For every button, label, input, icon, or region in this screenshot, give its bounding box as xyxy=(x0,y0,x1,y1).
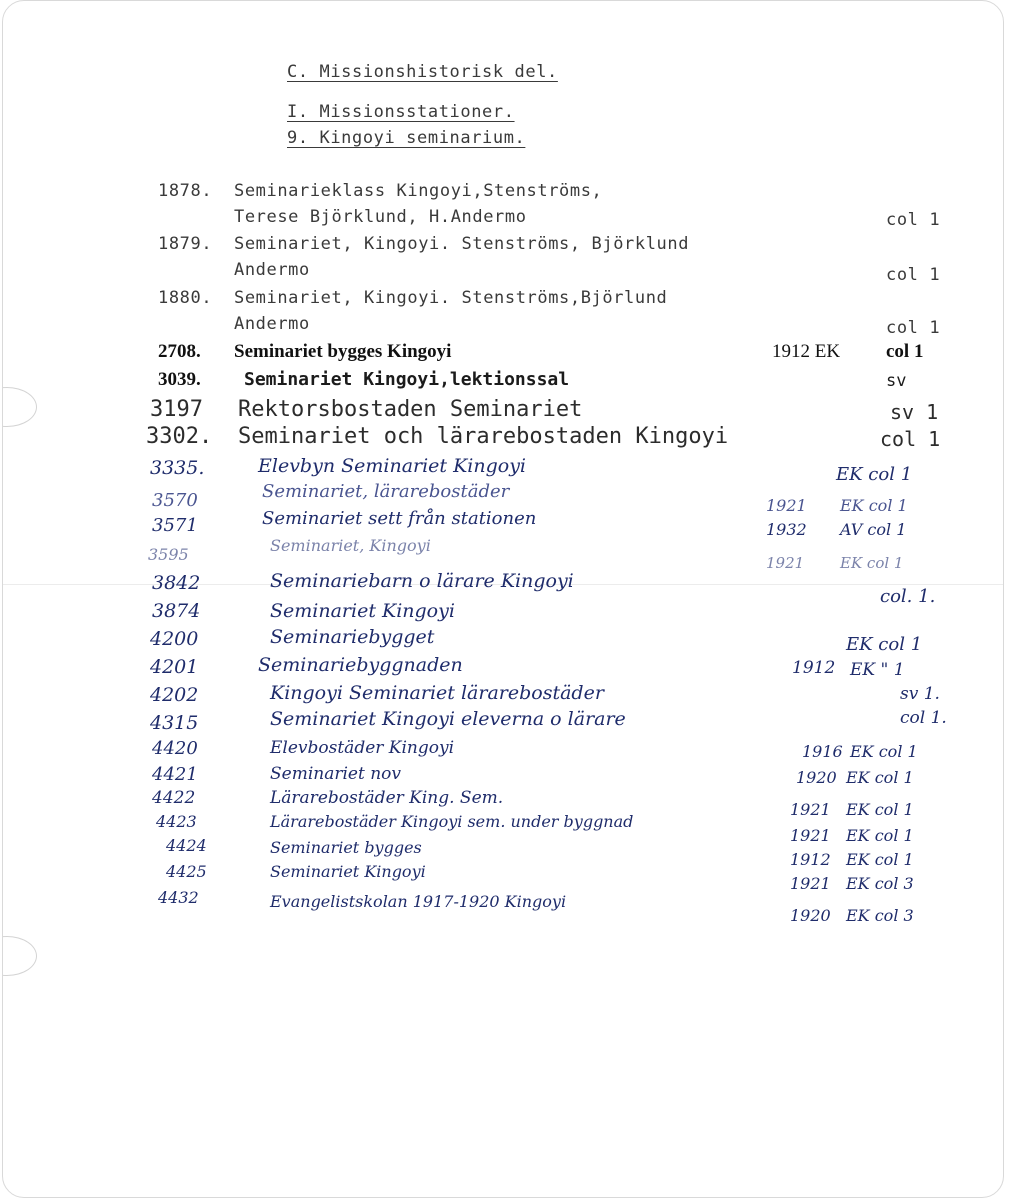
header-title: 9. Kingoyi seminarium. xyxy=(287,128,526,148)
entry-number: 4422 xyxy=(152,788,196,808)
entry-code: col. 1. xyxy=(880,586,936,607)
entry-code: col 1 xyxy=(886,341,924,362)
entry-code: EK col 1 xyxy=(846,634,923,655)
header-subsection: I. Missionsstationer. xyxy=(287,102,515,122)
entry-text: Evangelistskolan 1917-1920 Kingoyi xyxy=(270,892,567,911)
entry-number: 3302. xyxy=(146,424,213,449)
entry-text: Seminariet nov xyxy=(270,764,401,784)
entry-year: 1920 xyxy=(790,906,831,925)
entry-number: 4420 xyxy=(152,738,198,759)
entry-text: Seminariet, Kingoyi. Stenströms, Björklund xyxy=(234,234,690,254)
entry-number: 1878. xyxy=(158,181,213,201)
archive-index-card xyxy=(2,0,1004,1198)
entry-code: EK col 1 xyxy=(846,768,914,787)
entry-year: 1912 xyxy=(792,658,836,678)
entry-text: Seminariet, Kingoyi xyxy=(270,536,431,555)
entry-text: Seminariet bygges xyxy=(270,838,422,857)
entry-number: 3039. xyxy=(158,369,201,390)
entry-year: 1921 xyxy=(790,800,831,819)
entry-code: EK col 1 xyxy=(840,496,908,515)
entry-text: Andermo xyxy=(234,314,310,334)
entry-number: 4432 xyxy=(158,888,199,907)
entry-text: Elevbostäder Kingoyi xyxy=(270,738,455,758)
punch-hole xyxy=(2,936,37,976)
entry-code: AV col 1 xyxy=(840,520,907,539)
entry-code: sv xyxy=(886,371,907,391)
entry-text: Seminariebarn o lärare Kingoyi xyxy=(270,570,574,592)
entry-text: Seminariebyggnaden xyxy=(258,654,463,676)
entry-code: sv 1. xyxy=(900,684,940,704)
entry-code: EK col 3 xyxy=(846,906,914,925)
entry-code: sv 1 xyxy=(890,400,939,424)
entry-text: Rektorsbostaden Seminariet xyxy=(238,397,583,422)
entry-code: EK col 1 xyxy=(850,742,918,761)
entry-code: EK " 1 xyxy=(850,660,905,680)
entry-number: 3595 xyxy=(148,545,189,564)
entry-text: Seminariet, Kingoyi. Stenströms,Björlund xyxy=(234,288,668,308)
entry-text: Seminariet sett från stationen xyxy=(262,508,537,529)
entry-year: 1912 xyxy=(790,850,831,869)
entry-text: Andermo xyxy=(234,260,310,280)
entry-text: Seminarieklass Kingoyi,Stenströms, xyxy=(234,181,603,201)
entry-text: Kingoyi Seminariet lärarebostäder xyxy=(270,682,604,704)
entry-text: Seminariet Kingoyi,lektionssal xyxy=(244,369,570,390)
entry-year: 1921 xyxy=(766,496,807,515)
entry-code: EK col 1 xyxy=(846,850,914,869)
entry-text: Seminariet, lärarebostäder xyxy=(262,481,510,502)
entry-code: EK col 1 xyxy=(846,826,914,845)
entry-text: Seminariet Kingoyi eleverna o lärare xyxy=(270,708,626,730)
entry-year: 1920 xyxy=(796,768,837,787)
entry-number: 4200 xyxy=(150,628,199,650)
entry-number: 4201 xyxy=(150,656,199,678)
entry-number: 1880. xyxy=(158,288,213,308)
entry-number: 4424 xyxy=(166,836,207,855)
entry-code: col 1 xyxy=(886,265,941,285)
entry-number: 1879. xyxy=(158,234,213,254)
entry-text: Seminariet och lärarebostaden Kingoyi xyxy=(238,424,729,449)
entry-text: Lärarebostäder King. Sem. xyxy=(270,788,504,808)
entry-year: 1921 xyxy=(790,874,831,893)
entry-code: col 1 xyxy=(880,427,941,451)
entry-year: 1916 xyxy=(802,742,843,761)
entry-number: 3197 xyxy=(150,397,203,422)
entry-code: col 1 xyxy=(886,210,941,230)
entry-code: col 1. xyxy=(900,708,947,728)
entry-code: col 1 xyxy=(886,318,941,338)
entry-number: 3874 xyxy=(152,600,201,622)
entry-year: 1932 xyxy=(766,520,807,539)
entry-text: Seminariet Kingoyi xyxy=(270,600,455,622)
entry-text: Seminariet bygges Kingoyi xyxy=(234,341,452,362)
entry-year: 1912 EK xyxy=(772,341,841,362)
entry-code: EK col 1 xyxy=(836,464,913,485)
punch-hole xyxy=(2,387,37,427)
entry-text: Elevbyn Seminariet Kingoyi xyxy=(258,455,527,477)
entry-number: 3335. xyxy=(150,457,205,479)
header-section: C. Missionshistorisk del. xyxy=(287,62,558,82)
entry-year: 1921 xyxy=(790,826,831,845)
entry-code: EK col 1 xyxy=(846,800,914,819)
entry-number: 4423 xyxy=(156,812,197,831)
entry-code: EK col 1 xyxy=(840,554,904,572)
entry-number: 4421 xyxy=(152,764,198,785)
entry-number: 4315 xyxy=(150,712,199,734)
entry-year: 1921 xyxy=(766,554,805,572)
entry-number: 3842 xyxy=(152,572,201,594)
entry-code: EK col 3 xyxy=(846,874,914,893)
entry-number: 3570 xyxy=(152,490,198,511)
entry-number: 4425 xyxy=(166,862,207,881)
entry-text: Seminariebygget xyxy=(270,626,435,648)
entry-text: Terese Björklund, H.Andermo xyxy=(234,207,527,227)
entry-text: Lärarebostäder Kingoyi sem. under byggnad xyxy=(270,812,634,831)
entry-text: Seminariet Kingoyi xyxy=(270,862,426,881)
entry-number: 3571 xyxy=(152,515,198,536)
entry-number: 2708. xyxy=(158,341,201,362)
entry-number: 4202 xyxy=(150,684,199,706)
